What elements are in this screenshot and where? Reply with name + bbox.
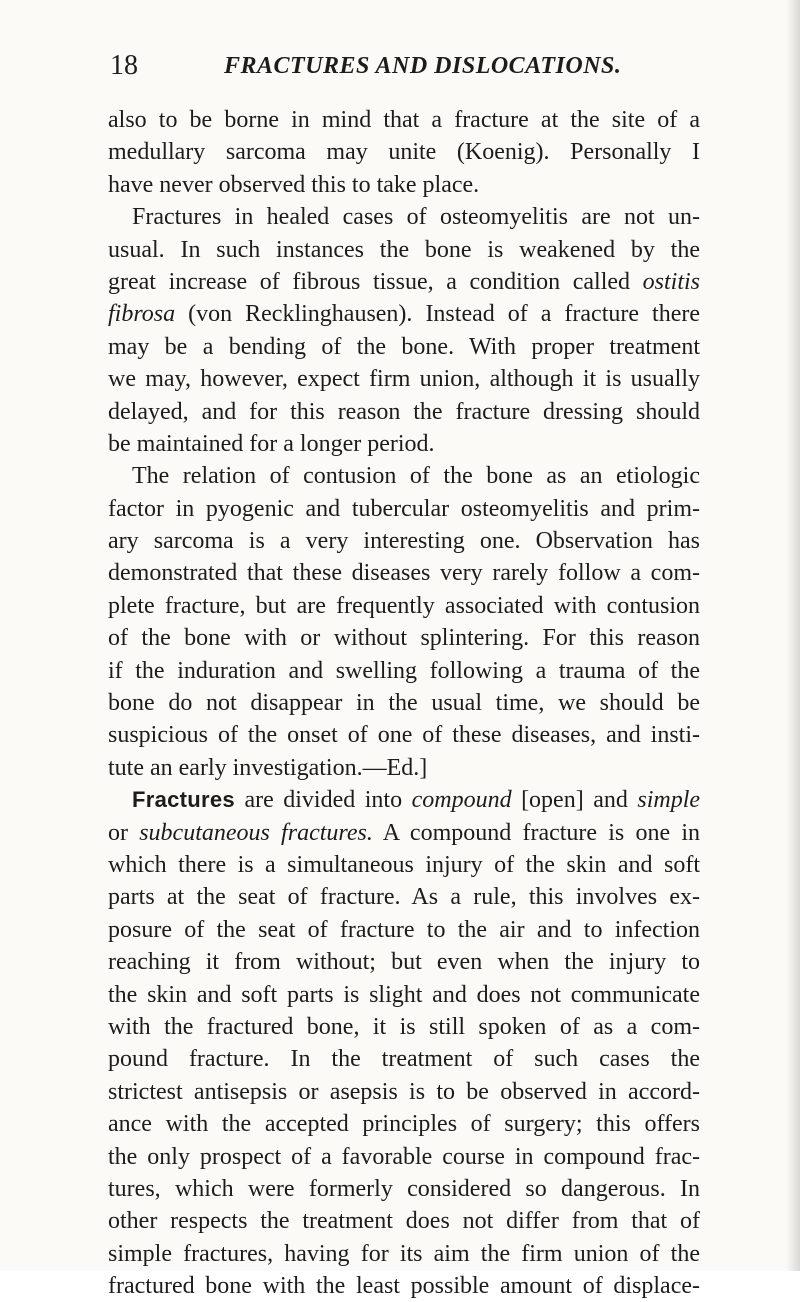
italic-term: ostitis <box>642 268 701 295</box>
italic-term: simple <box>637 787 701 814</box>
text-line: posure of the seat of fracture to the air and to infection <box>108 916 700 943</box>
text-line: demonstrated that these diseases very rarely follow a com- <box>108 560 700 587</box>
italic-term: subcutaneous fractures. <box>139 819 373 846</box>
text-segment: great increase of fibrous tissue, a condition called <box>108 268 631 295</box>
text-line: Fractures in healed cases of osteomyelitis are not un- <box>132 204 700 231</box>
text-line <box>108 298 700 330</box>
text-line <box>108 784 700 816</box>
text-line: the skin and soft parts is slight and does not communicate <box>108 981 700 1008</box>
text-line: factor in pyogenic and tubercular osteomyelitis and prim- <box>108 495 700 522</box>
text-line: plete fracture, but are frequently associated with contusion <box>108 592 700 619</box>
text-line: if the induration and swelling following a trauma of the <box>108 657 700 684</box>
text-line: bone do not disappear in the usual time, we should be <box>108 690 700 717</box>
text-line: have never observed this to take place. <box>108 171 480 198</box>
text-line: tures, which were formerly considered so dangerous. In <box>108 1175 700 1202</box>
text-line: we may, however, expect firm union, although it is usually <box>108 366 700 393</box>
text-line: strictest antisepsis or asepsis is to be observed in accord- <box>108 1078 700 1105</box>
text-line: suspicious of the onset of one of these diseases, and insti- <box>108 722 700 749</box>
text-line <box>108 817 700 849</box>
section-lead-word: Fractures <box>132 787 235 813</box>
text-line: usual. In such instances the bone is weakened by the <box>108 236 700 263</box>
text-line: ary sarcoma is a very interesting one. Observation has <box>108 528 700 555</box>
body-text <box>108 104 700 1302</box>
text-line: the only prospect of a favorable course in compound frac- <box>108 1143 700 1170</box>
text-line: be maintained for a longer period. <box>108 430 435 457</box>
text-segment: (von Recklinghausen). Instead of a fracture there <box>188 301 701 328</box>
text-line: other respects the treatment does not differ from that of <box>108 1208 700 1235</box>
text-line: which there is a simultaneous injury of the skin and soft <box>108 851 700 878</box>
page-edge-shadow <box>786 0 800 1271</box>
text-line: pound fracture. In the treatment of such cases the <box>108 1046 700 1073</box>
text-line: parts at the seat of fracture. As a rule, this involves ex- <box>108 884 700 911</box>
text-line: of the bone with or without splintering. For this reason <box>108 625 700 652</box>
text-line: delayed, and for this reason the fracture dressing should <box>108 398 700 425</box>
text-segment: are divided into <box>244 787 403 814</box>
text-line <box>108 266 700 298</box>
text-segment: or <box>108 819 128 846</box>
text-line: reaching it from without; but even when the injury to <box>108 949 700 976</box>
running-header <box>110 52 630 86</box>
text-segment: [open] and <box>521 787 628 814</box>
italic-term: fibrosa <box>108 301 176 328</box>
text-line: medullary sarcoma may unite (Koenig). Personally I <box>108 139 700 166</box>
text-line: also to be borne in mind that a fracture at the site of a <box>108 107 700 133</box>
text-line: tute an early investigation.—Ed.] <box>108 754 428 781</box>
running-title: FRACTURES AND DISLOCATIONS. <box>224 53 622 79</box>
text-line: ance with the accepted principles of surgery; this offers <box>108 1111 700 1138</box>
text-line: The relation of contusion of the bone as an etiologic <box>132 463 700 490</box>
text-segment: A compound fracture is one in <box>382 819 700 846</box>
text-line: with the fractured bone, it is still spoken of as a com- <box>108 1013 700 1040</box>
page-number: 18 <box>110 50 138 81</box>
italic-term: compound <box>411 787 512 814</box>
text-line: may be a bending of the bone. With proper treatment <box>108 333 700 360</box>
text-line: simple fractures, having for its aim the firm union of the <box>108 1240 700 1267</box>
text-line: fractured bone with the least possible amount of displace- <box>108 1273 700 1300</box>
